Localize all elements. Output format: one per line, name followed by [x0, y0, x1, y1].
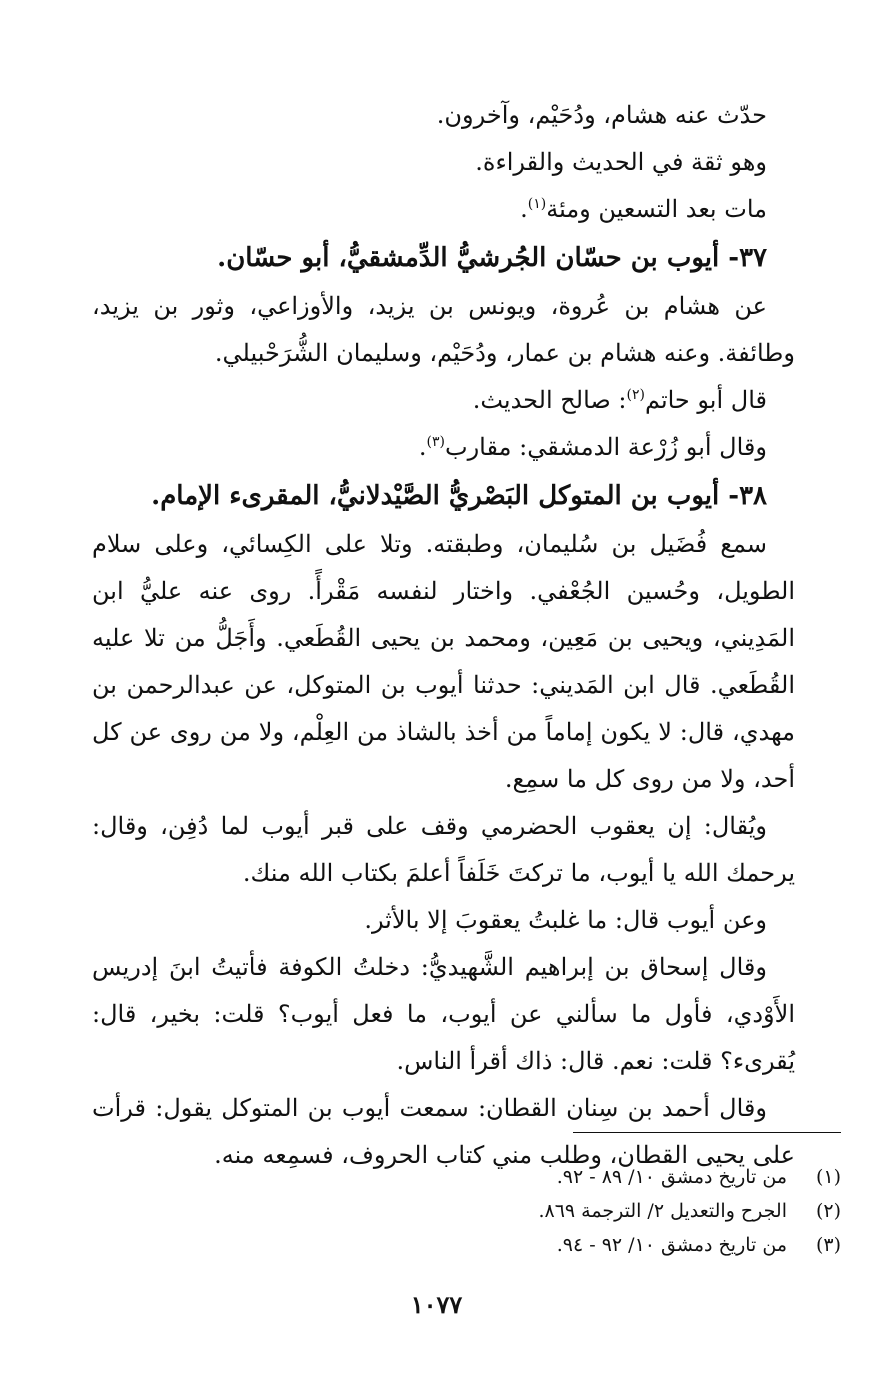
footnote-ref-3: (٣): [426, 434, 445, 450]
footnote-1: [92, 1160, 841, 1194]
entry-37-paragraph-2: [92, 377, 795, 424]
footnote-text: من تاريخ دمشق ١٠/ ٨٩ - ٩٢.: [556, 1166, 787, 1188]
entry-38-paragraph-5: وقال أحمد بن سِنان القطان: سمعت أيوب بن المتوكل يقول: قرأت على يحيى القطان، وطلب مني كتاب الحروف، فسمِعه منه.: [92, 1094, 795, 1169]
footnote-number: (١): [815, 1166, 841, 1188]
footnote-3: [92, 1228, 841, 1262]
main-text: [92, 92, 795, 1179]
entry-37-p2-text: قال أبو حاتم: [644, 386, 767, 414]
entry-37-p2-rest: : صالح الحديث.: [472, 386, 627, 414]
intro-line-3-text: مات بعد التسعين ومئة: [546, 195, 767, 223]
entry-37-title: ٣٧- أيوب بن حسّان الجُرشيُّ الدِّمشقيُّ، أبو حسّان.: [217, 243, 767, 273]
entry-37-p3-text: وقال أبو زُرْعة الدمشقي: مقارب: [444, 433, 767, 461]
entry-38-paragraph-4: وقال إسحاق بن إبراهيم الشَّهيديُّ: دخلتُ الكوفة فأتيتُ ابنَ إدريس الأَوْدي، فأول ما سألني عن أيوب، ما فعل أيوب؟ قلت: بخير، قال: يُقرىء؟ قلت: نعم. قال: ذاك أقرأ الناس.: [92, 953, 795, 1075]
footnote-text: من تاريخ دمشق ١٠/ ٩٢ - ٩٤.: [556, 1234, 787, 1256]
footnote-ref-1: (١): [527, 196, 547, 212]
entry-37-paragraph-1: عن هشام بن عُروة، ويونس بن يزيد، والأوزاعي، وثور بن يزيد، وطائفة. وعنه هشام بن عمار، ودُحَيْم، وسليمان الشُّرَحْبيلي.: [92, 292, 795, 367]
entry-37-paragraph-3: [92, 424, 795, 471]
footnote-separator: [573, 1132, 841, 1133]
footnote-number: (٣): [815, 1234, 841, 1256]
footnote-2: [92, 1194, 841, 1228]
intro-line-2: وهو ثقة في الحديث والقراءة.: [475, 148, 767, 176]
footnotes: [92, 1160, 841, 1262]
intro-line-3: مات بعد التسعين ومئة$^{(١)}$.: [520, 195, 767, 223]
footnote-text: الجرح والتعديل ٢/ الترجمة ٨٦٩.: [538, 1200, 787, 1222]
intro-line-1: حدّث عنه هشام، ودُحَيْم، وآخرون.: [436, 101, 767, 129]
footnote-number: (٢): [815, 1200, 841, 1222]
entry-38-paragraph-2: ويُقال: إن يعقوب الحضرمي وقف على قبر أيوب لما دُفِن، وقال: يرحمك الله يا أيوب، ما تركتَ خَلَفاً أعلمَ بكتاب الله منك.: [92, 812, 795, 887]
entry-38-title: ٣٨- أيوب بن المتوكل البَصْريُّ الصَّيْدلانيُّ، المقرىء الإمام.: [151, 481, 767, 511]
entry-37-p3-rest: .: [418, 433, 427, 461]
entry-38-paragraph-1: سمع فُضَيل بن سُليمان، وطبقته. وتلا على الكِسائي، وعلى سلام الطويل، وحُسين الجُعْفي. واختار لنفسه مَقْرأً. روى عنه عليُّ ابن المَدِيني، ويحيى بن مَعِين، ومحمد بن يحيى القُطَعي. وأَجَلُّ من تلا عليه القُطَعي. قال ابن المَديني: حدثنا أيوب بن المتوكل، عن عبدالرحمن بن مهدي، قال: لا يكون إماماً من أخذ بالشاذ من العِلْم، ولا من روى عن كل أحد، ولا من روى كل ما سمِع.: [92, 530, 795, 793]
entry-38-paragraph-3: وعن أيوب قال: ما غلبتُ يعقوبَ إلا بالأثر.: [364, 906, 767, 934]
footnote-ref-2: (٢): [626, 387, 645, 403]
page-number: ١٠٧٧: [410, 1290, 463, 1319]
